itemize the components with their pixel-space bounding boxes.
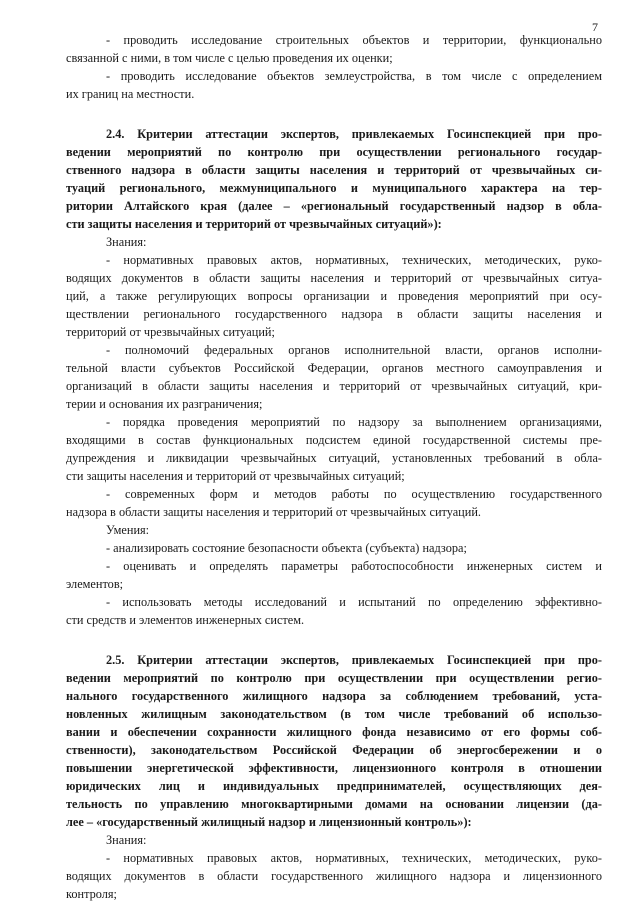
section-heading-line: тельность по управлению многоквартирными домами на основании лицензии (да- [66, 797, 602, 811]
text-line: водящих документов в области государственного жилищного надзора и лицензионного [66, 869, 602, 883]
text-line: контроля; [66, 887, 117, 901]
section-heading-line: ведении мероприятий по контролю при осуществлении при осуществлении регио- [66, 671, 602, 685]
section-heading-line: ственности), законодательством Российской Федерации об энергосбережении и о [66, 743, 602, 757]
section-heading-line: туаций регионального, межмуниципального и муниципального характера на тер- [66, 181, 602, 195]
text-line: водящих документов в области защиты населения и территорий от чрезвычайных ситуа- [66, 271, 602, 285]
text-line: - проводить исследование объектов землеустройства, в том числе с определением [106, 69, 602, 83]
text-line: ций, а также регулирующих вопросы организации и проведения мероприятий при осу- [66, 289, 602, 303]
text-line: территорий от чрезвычайных ситуаций; [66, 325, 275, 339]
text-line: надзора в области защиты населения и территорий от чрезвычайных ситуаций. [66, 505, 481, 519]
section-heading-line: юридических лиц и индивидуальных предпринимателей, осуществляющих дея- [66, 779, 602, 793]
section-heading-line: нального государственного жилищного надзора за соблюдением требований, уста- [66, 689, 602, 703]
text-line: - использовать методы исследований и испытаний по определению эффективно- [106, 595, 602, 609]
text-line: - оценивать и определять параметры работоспособности инженерных систем и [106, 559, 602, 573]
section-heading-line: вании и обеспечении сохранности жилищного фонда независимо от его формы соб- [66, 725, 602, 739]
section-heading-line: ведении мероприятий по контролю при осуществлении регионального государ- [66, 145, 602, 159]
text-line: терии и основания их разграничения; [66, 397, 263, 411]
text-line: дупреждения и ликвидации чрезвычайных ситуаций, установленных требований в обла- [66, 451, 602, 465]
text-line: Знания: [106, 833, 147, 847]
section-heading-line: ственного надзора в области защиты населения и территорий от чрезвычайных си- [66, 163, 602, 177]
text-line: элементов; [66, 577, 124, 591]
text-line: организаций в области защиты населения и территорий от чрезвычайных ситуаций, кри- [66, 379, 602, 393]
section-heading-line: ритории Алтайского края (далее – «региональный государственный надзор в обла- [66, 199, 602, 213]
text-line: - проводить исследование строительных объектов и территории, функционально [106, 33, 602, 47]
text-line: их границ на местности. [66, 87, 195, 101]
text-line: - анализировать состояние безопасности объекта (субъекта) надзора; [106, 541, 467, 555]
text-line: сти средств и элементов инженерных систем. [66, 613, 305, 627]
page-number: 7 [592, 20, 598, 34]
section-heading-line: сти защиты населения и территорий от чрезвычайных ситуаций»): [66, 217, 442, 231]
text-line: тельной власти субъектов Российской Федерации, органов местного самоуправления и [66, 361, 602, 375]
text-line: ществлении регионального государственного надзора в области защиты населения и [66, 307, 602, 321]
text-line: - порядка проведения мероприятий по надзору за выполнением организациями, [106, 415, 602, 429]
section-heading-line: 2.4. Критерии аттестации экспертов, привлекаемых Госинспекцией при про- [106, 127, 602, 141]
section-heading-line: лее – «государственный жилищный надзор и лицензионный контроль»): [66, 815, 472, 829]
text-line: Умения: [106, 523, 150, 537]
text-line: - нормативных правовых актов, нормативных, технических, методических, руко- [106, 253, 602, 267]
text-line: Знания: [106, 235, 147, 249]
section-heading-line: новленных жилищным законодательством (в том числе требований об использо- [66, 707, 602, 721]
text-line: сти защиты населения и территорий от чрезвычайных ситуаций; [66, 469, 405, 483]
text-line: - нормативных правовых актов, нормативных, технических, методических, руко- [106, 851, 602, 865]
section-heading-line: 2.5. Критерии аттестации экспертов, привлекаемых Госинспекцией при про- [106, 653, 602, 667]
text-line: - полномочий федеральных органов исполнительной власти, органов исполни- [106, 343, 602, 357]
section-heading-line: повышении энергетической эффективности, лицензионного контроля в отношении [66, 761, 602, 775]
text-line: входящими в состав функциональных подсистем единой государственной системы пре- [66, 433, 602, 447]
text-line: - современных форм и методов работы по осуществлению государственного [106, 487, 602, 501]
text-line: связанной с ними, в том числе с целью проведения их оценки; [66, 51, 393, 65]
